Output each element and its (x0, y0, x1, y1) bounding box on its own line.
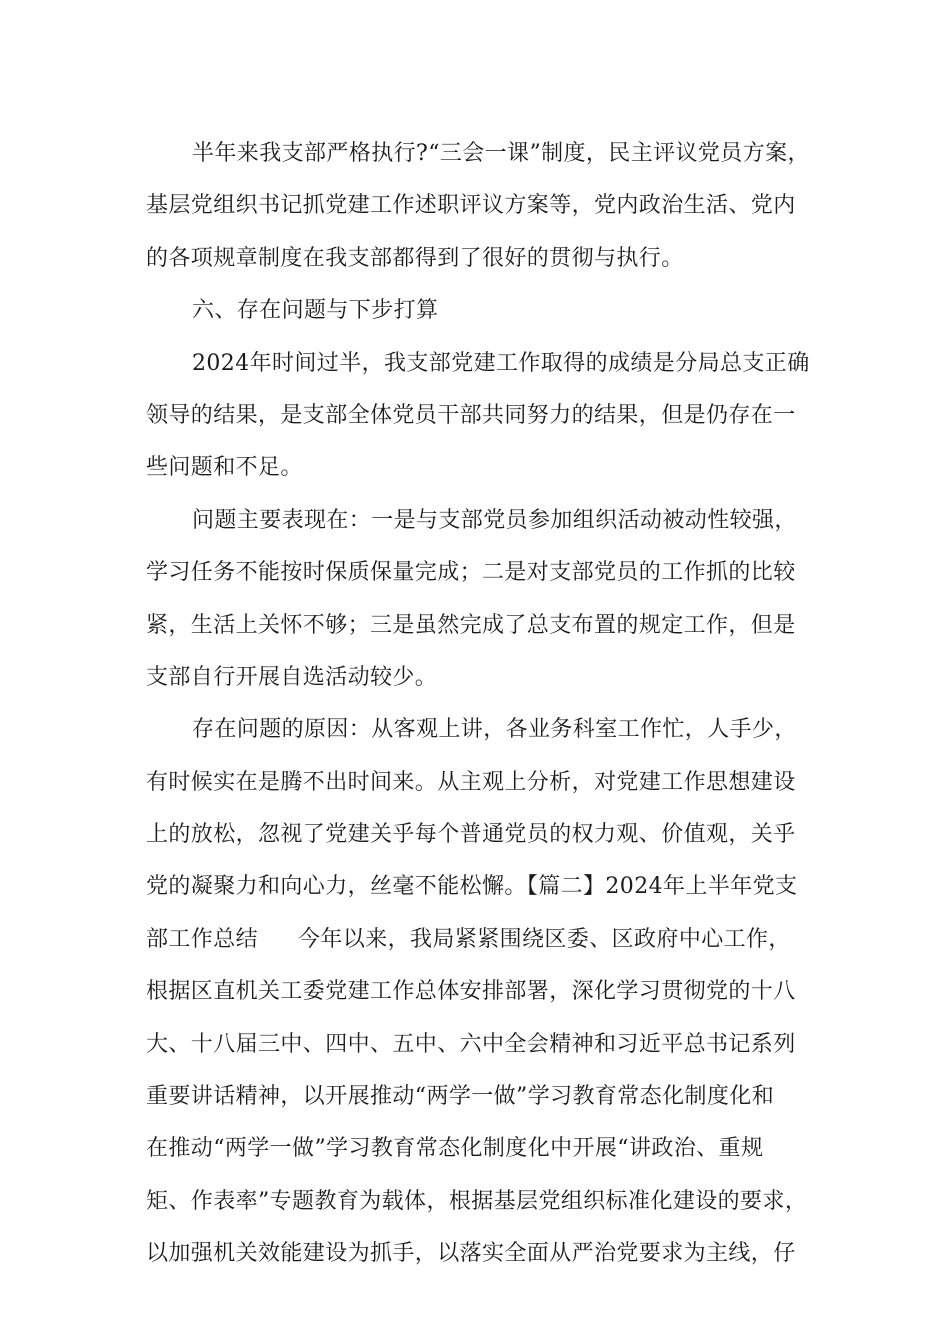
paragraph-line: 问题主要表现在：一是与支部党员参加组织活动被动性较强， (192, 507, 797, 533)
paragraph-line: 根据区直机关工委党建工作总体安排部署，深化学习贯彻党的十八 (146, 979, 796, 1005)
paragraph-line: 基层党组织书记抓党建工作述职评议方案等，党内政治生活、党内 (146, 193, 796, 219)
paragraph-line: 些问题和不足。 (146, 455, 303, 481)
document-body (146, 128, 836, 1281)
paragraph-line: 领导的结果，是支部全体党员干部共同努力的结果，但是仍存在一 (146, 402, 796, 428)
paragraph-line (146, 914, 836, 966)
paragraph-line: 支部自行开展自选活动较少。 (146, 664, 438, 690)
paragraph-line: 上的放松，忽视了党建关乎每个普通党员的权力观、价值观，关乎 (146, 822, 796, 848)
paragraph-line: 党的凝聚力和向心力，丝毫不能松懈。【篇二】2024年上半年党支 (146, 874, 798, 900)
paragraph-line: 矩、作表率”专题教育为载体，根据基层党组织标准化建设的要求， (146, 1188, 808, 1214)
paragraph-line: 有时候实在是腾不出时间来。从主观上分析，对党建工作思想建设 (146, 769, 796, 795)
paragraph-line: 紧，生活上关怀不够；三是虽然完成了总支布置的规定工作，但是 (146, 612, 796, 638)
paragraph-line: 学习任务不能按时保质保量完成；二是对支部党员的工作抓的比较 (146, 560, 796, 586)
paragraph-line: 存在问题的原因：从客观上讲，各业务科室工作忙，人手少， (192, 717, 797, 743)
paragraph-line: 在推动“两学一做”学习教育常态化制度化中开展“讲政治、重规 (146, 1136, 764, 1162)
paragraph-line: 以加强机关效能建设为抓手，以落实全面从严治党要求为主线，仔 (146, 1241, 796, 1267)
article-title-end: 部工作总结 (146, 926, 259, 952)
paragraph-line: 重要讲话精神，以开展推动“两学一做”学习教育常态化制度化和 (146, 1084, 775, 1110)
paragraph-line: 2024年时间过半，我支部党建工作取得的成绩是分局总支正确 (192, 350, 810, 376)
paragraph-line: 大、十八届三中、四中、五中、六中全会精神和习近平总书记系列 (146, 1031, 796, 1057)
paragraph-line: 半年来我支部严格执行?“三会一课”制度，民主评议党员方案， (192, 141, 810, 166)
section-heading: 六、存在问题与下步打算 (192, 298, 439, 324)
article-opening: 今年以来，我局紧紧围绕区委、区政府中心工作， (298, 926, 791, 952)
paragraph-line: 的各项规章制度在我支部都得到了很好的贯彻与执行。 (146, 245, 684, 271)
